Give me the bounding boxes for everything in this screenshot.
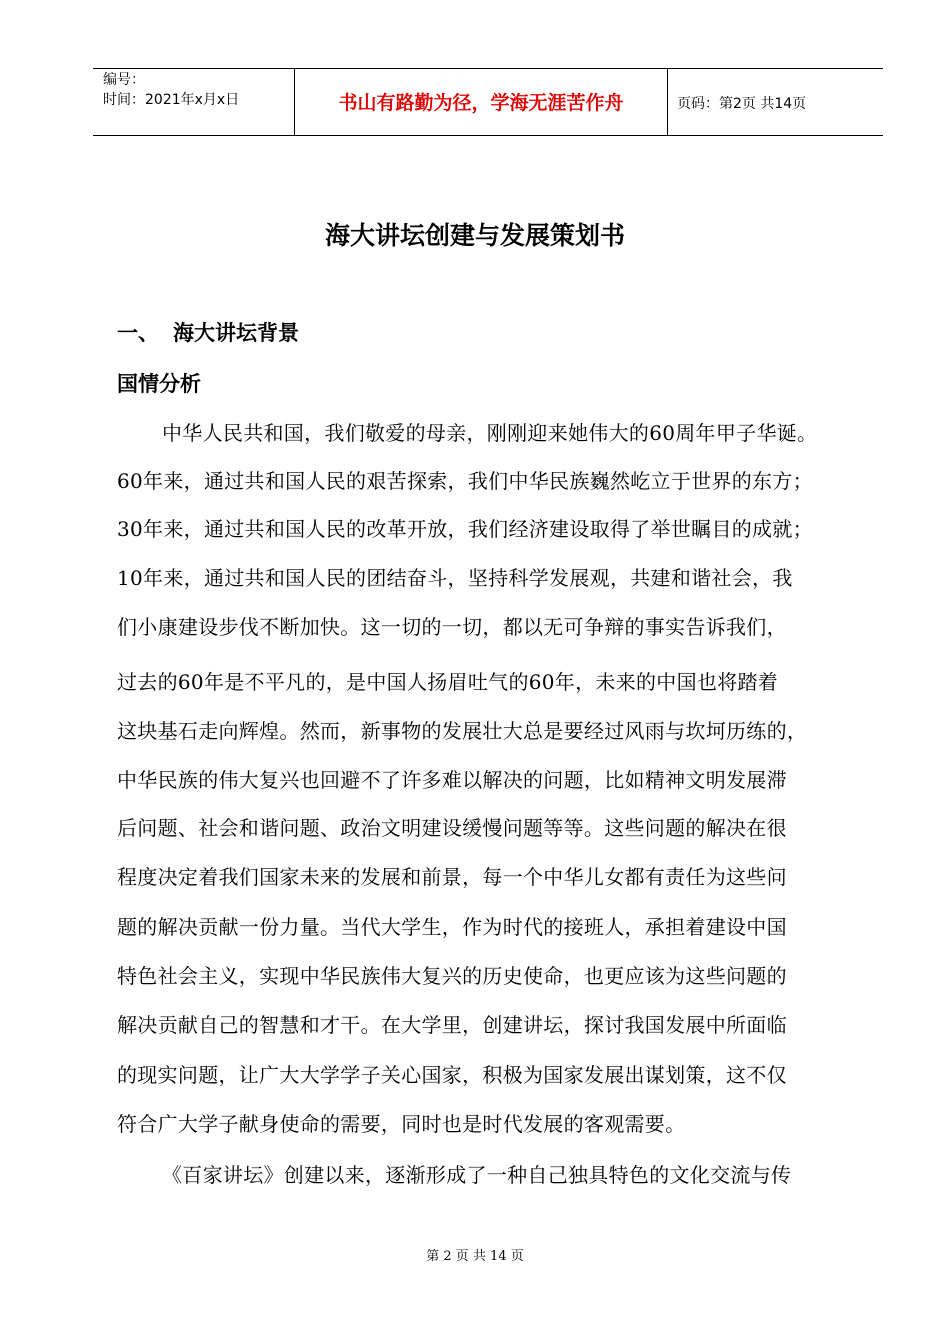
- subsection-heading: 国情分析: [117, 372, 201, 396]
- header-motto: 书山有路勤为径，学海无涯苦作舟: [338, 92, 624, 114]
- paragraph-line: 这块基石走向辉煌。然而，新事物的发展壮大总是要经过风雨与坎坷历练的，: [117, 719, 808, 743]
- paragraph-line: 30年来，通过共和国人民的改革开放，我们经济建设取得了举世瞩目的成就；: [117, 517, 813, 541]
- paragraph-line: 过去的60年是不平凡的，是中国人扬眉吐气的60年，未来的中国也将踏着: [117, 670, 779, 694]
- paragraph-line: 程度决定着我们国家未来的发展和前景，每一个中华儿女都有责任为这些问: [117, 865, 787, 889]
- section-heading: [117, 315, 299, 351]
- paragraph-line: 后问题、社会和谐问题、政治文明建设缓慢问题等等。这些问题的解决在很: [117, 816, 787, 840]
- paragraph-line: 中华人民共和国，我们敬爱的母亲，刚刚迎来她伟大的60周年甲子华诞。: [162, 421, 818, 445]
- section-number: 一、: [117, 321, 159, 345]
- paragraph-line: 题的解决贡献一份力量。当代大学生，作为时代的接班人，承担着建设中国: [117, 915, 787, 939]
- header-divider-left: [294, 68, 295, 136]
- paragraph-line: 《百家讲坛》创建以来，逐渐形成了一种自己独具特色的文化交流与传: [162, 1163, 792, 1187]
- paragraph-line: 10年来，通过共和国人民的团结奋斗，坚持科学发展观，共建和谐社会，我: [117, 566, 793, 590]
- document-title: 海大讲坛创建与发展策划书: [324, 221, 625, 250]
- header-page-code: 页码：第2页 共14页: [677, 96, 807, 112]
- header-top-border: [93, 68, 883, 69]
- paragraph-line: 符合广大学子献身使命的需要，同时也是时代发展的客观需要。: [117, 1112, 686, 1136]
- paragraph-line: 的现实问题，让广大大学学子关心国家，积极为国家发展出谋划策，这不仅: [117, 1063, 787, 1087]
- paragraph-line: 解决贡献自己的智慧和才干。在大学里，创建讲坛，探讨我国发展中所面临: [117, 1013, 787, 1037]
- header-divider-right: [667, 68, 668, 136]
- header-bottom-border: [93, 135, 883, 136]
- section-title: 海大讲坛背景: [173, 321, 299, 345]
- paragraph-line: 们小康建设步伐不断加快。这一切的一切，都以无可争辩的事实告诉我们，: [117, 615, 787, 639]
- header-time-label: 时间：2021年x月x日: [103, 92, 240, 108]
- paragraph-line: 中华民族的伟大复兴也回避不了许多难以解决的问题，比如精神文明发展滞: [117, 768, 787, 792]
- page-footer: 第 2 页 共 14 页: [426, 1249, 524, 1264]
- header-number-label: 编号：: [103, 72, 145, 88]
- paragraph-line: 特色社会主义，实现中华民族伟大复兴的历史使命，也更应该为这些问题的: [117, 964, 787, 988]
- paragraph-line: 60年来，通过共和国人民的艰苦探索，我们中华民族巍然屹立于世界的东方；: [117, 469, 813, 493]
